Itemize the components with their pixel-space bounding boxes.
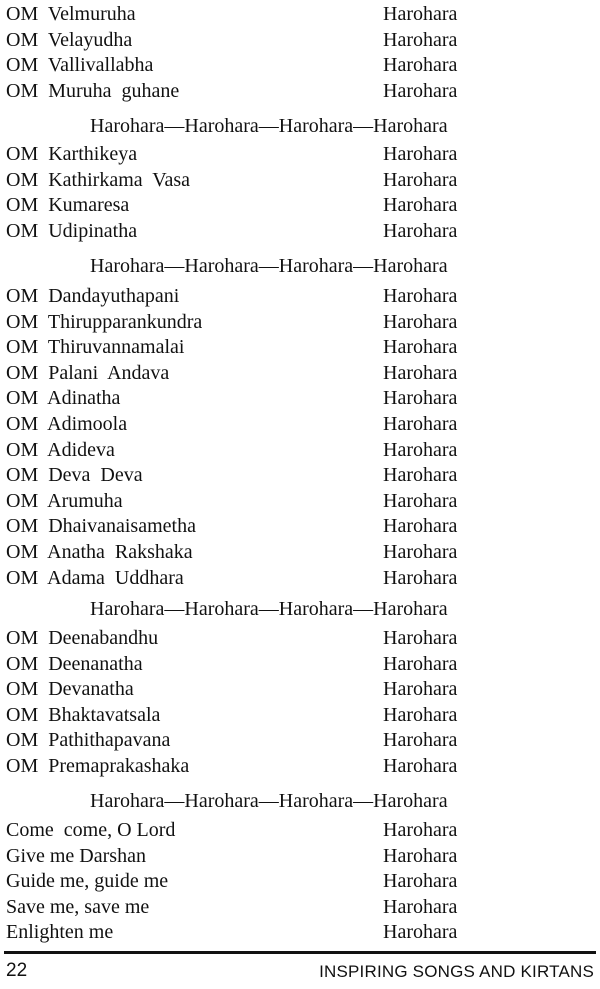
response-text: Harohara [383,412,458,435]
response-text: Harohara [383,652,458,675]
verse-line [0,728,600,754]
verse-line [0,310,600,336]
verse-line [0,412,600,438]
invocation-text: OM Bhaktavatsala [6,703,161,726]
invocation-text: Save me, save me [6,895,150,918]
verse-line [0,284,600,310]
verse-line [0,142,600,168]
verse-line [0,53,600,79]
invocation-text: OM Dhaivanaisametha [6,515,196,538]
refrain-line: Harohara—Harohara—Harohara—Harohara [90,598,448,620]
invocation-text: OM Premaprakashaka [6,754,190,777]
response-text: Harohara [383,921,458,944]
verse-block-4 [0,626,600,780]
verse-line [0,677,600,703]
response-text: Harohara [383,540,458,563]
verse-line [0,386,600,412]
response-text: Harohara [383,387,458,410]
response-text: Harohara [383,895,458,918]
verse-line [0,818,600,844]
verse-line [0,2,600,28]
invocation-text: OM Thirupparankundra [6,310,203,333]
response-text: Harohara [383,464,458,487]
invocation-text: OM Deenanatha [6,652,143,675]
refrain-line: Harohara—Harohara—Harohara—Harohara [90,115,448,137]
invocation-text: OM Arumuha [6,489,123,512]
verse-line [0,703,600,729]
running-head: INSPIRING SONGS AND KIRTANS [319,962,594,981]
response-text: Harohara [383,3,458,25]
invocation-text: OM Deva Deva [6,464,143,487]
response-text: Harohara [383,754,458,777]
response-text: Harohara [383,219,458,242]
verse-block-2 [0,142,600,244]
invocation-text: OM Palani Andava [6,361,170,384]
invocation-text: OM Dandayuthapani [6,285,180,307]
response-text: Harohara [383,143,458,165]
invocation-text: OM Vallivallabha [6,54,154,77]
response-text: Harohara [383,678,458,701]
verse-line [0,193,600,219]
response-text: Harohara [383,844,458,867]
response-text: Harohara [383,54,458,77]
invocation-text: OM Adama Uddhara [6,566,184,589]
response-text: Harohara [383,438,458,461]
verse-line [0,514,600,540]
invocation-text: OM Adimoola [6,412,128,435]
response-text: Harohara [383,310,458,333]
invocation-text: OM Udipinatha [6,219,138,242]
invocation-text: OM Thiruvannamalai [6,336,185,359]
response-text: Harohara [383,168,458,191]
response-text: Harohara [383,361,458,384]
response-text: Harohara [383,194,458,217]
response-text: Harohara [383,79,458,102]
invocation-text: OM Anatha Rakshaka [6,540,193,563]
verse-line [0,920,600,946]
invocation-text: Enlighten me [6,921,114,944]
invocation-text: OM Deenabandhu [6,627,159,649]
verse-line [0,361,600,387]
refrain-line: Harohara—Harohara—Harohara—Harohara [90,790,448,812]
response-text: Harohara [383,28,458,51]
response-text: Harohara [383,819,458,841]
response-text: Harohara [383,627,458,649]
invocation-text: Give me Darshan [6,844,146,867]
verse-block-5 [0,818,600,946]
invocation-text: OM Karthikeya [6,143,138,165]
verse-line [0,335,600,361]
verse-line [0,754,600,780]
invocation-text: OM Pathithapavana [6,729,171,752]
verse-line [0,540,600,566]
invocation-text: OM Adinatha [6,387,121,410]
verse-block-3 [0,284,600,591]
invocation-text: OM Velmuruha [6,3,136,25]
verse-line [0,28,600,54]
verse-line [0,869,600,895]
response-text: Harohara [383,489,458,512]
invocation-text: OM Adideva [6,438,115,461]
verse-line [0,566,600,592]
verse-block-1 [0,2,600,104]
invocation-text: OM Muruha guhane [6,79,180,102]
response-text: Harohara [383,566,458,589]
response-text: Harohara [383,336,458,359]
verse-line [0,438,600,464]
verse-line [0,168,600,194]
refrain-line: Harohara—Harohara—Harohara—Harohara [90,255,448,277]
page-number: 22 [6,960,28,981]
response-text: Harohara [383,285,458,307]
invocation-text: Guide me, guide me [6,870,169,893]
footer-rule [4,951,596,954]
verse-line [0,463,600,489]
verse-line [0,489,600,515]
response-text: Harohara [383,703,458,726]
verse-line [0,844,600,870]
verse-line [0,79,600,105]
response-text: Harohara [383,729,458,752]
invocation-text: OM Kathirkama Vasa [6,168,191,191]
verse-line [0,652,600,678]
verse-line [0,895,600,921]
invocation-text: OM Kumaresa [6,194,130,217]
response-text: Harohara [383,870,458,893]
verse-line [0,219,600,245]
invocation-text: OM Devanatha [6,678,134,701]
invocation-text: OM Velayudha [6,28,133,51]
verse-line [0,626,600,652]
response-text: Harohara [383,515,458,538]
invocation-text: Come come, O Lord [6,819,176,841]
